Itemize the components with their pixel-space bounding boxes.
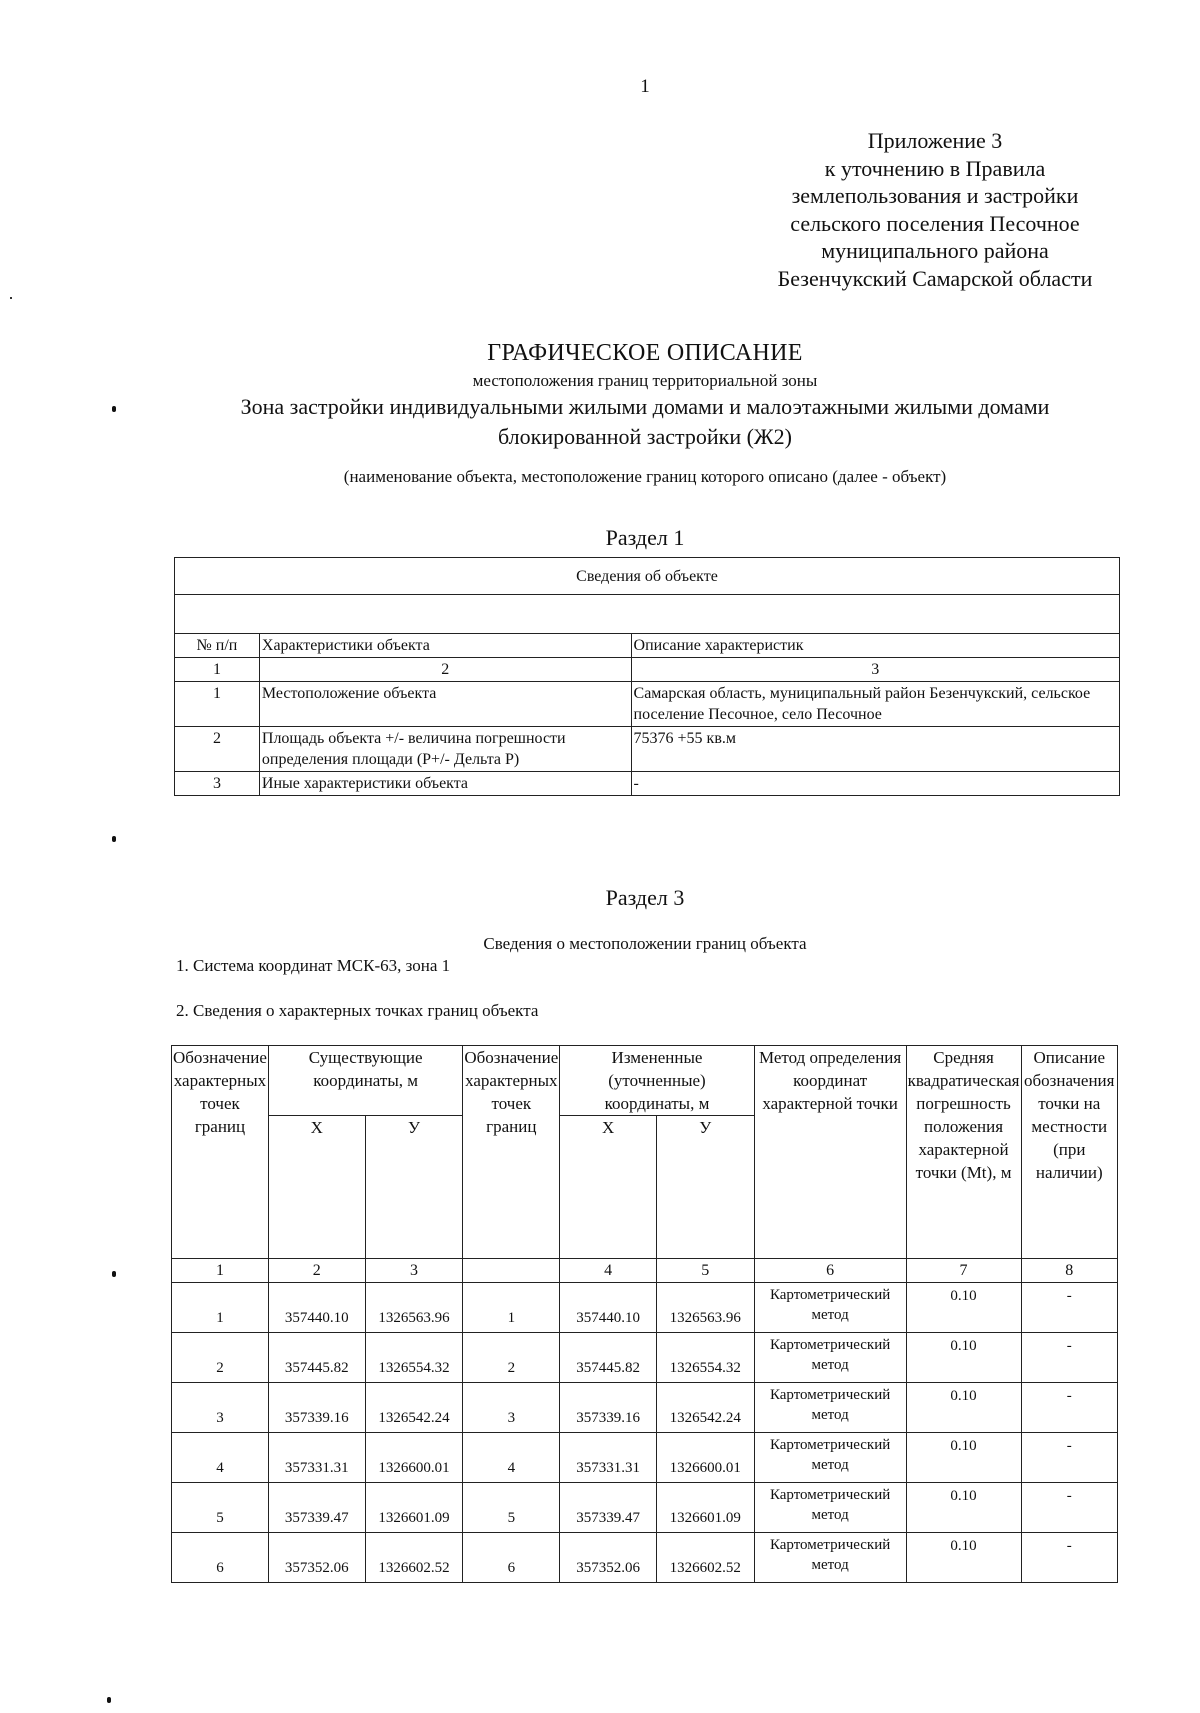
header-error: Средняя квадратическая погрешность положения характерной точки (Мt), м — [906, 1046, 1021, 1259]
document-title: ГРАФИЧЕСКОЕ ОПИСАНИЕ — [487, 340, 803, 366]
x-existing: 357352.06 — [268, 1533, 365, 1583]
point-description: - — [1021, 1483, 1117, 1533]
table-row — [175, 727, 1120, 772]
x-existing: 357331.31 — [268, 1433, 365, 1483]
table-row — [172, 1333, 1118, 1383]
y-existing: 1326554.32 — [365, 1333, 463, 1383]
method: Картометрический метод — [754, 1433, 906, 1483]
title-block — [160, 340, 1130, 487]
page-number: 1 — [640, 76, 650, 97]
appendix-note — [745, 127, 1125, 292]
x-changed: 357352.06 — [560, 1533, 657, 1583]
column-number: 2 — [259, 658, 631, 682]
error-value: 0.10 — [906, 1433, 1021, 1483]
points-title: 2. Сведения о характерных точках границ объекта — [176, 1001, 539, 1020]
characteristic-description: - — [631, 772, 1119, 796]
point-name: 2 — [463, 1333, 560, 1383]
point-description: - — [1021, 1383, 1117, 1433]
column-number: 1 — [175, 658, 260, 682]
point-name: 6 — [172, 1533, 269, 1583]
y-changed: 1326601.09 — [656, 1483, 754, 1533]
y-changed: 1326563.96 — [656, 1283, 754, 1333]
method: Картометрический метод — [754, 1333, 906, 1383]
section3-heading: Раздел 3 — [605, 885, 685, 910]
scan-dot — [107, 1697, 111, 1703]
point-description: - — [1021, 1283, 1117, 1333]
point-name: 1 — [463, 1283, 560, 1333]
column-header: Описание характеристик — [631, 634, 1119, 658]
scan-dot — [112, 836, 116, 842]
x-changed: 357440.10 — [560, 1283, 657, 1333]
document-subtitle: местоположения границ территориальной зоны — [472, 371, 818, 390]
column-number: 8 — [1021, 1259, 1117, 1283]
boundary-points-table — [171, 1045, 1118, 1583]
error-value: 0.10 — [906, 1383, 1021, 1433]
error-value: 0.10 — [906, 1533, 1021, 1583]
point-description: - — [1021, 1433, 1117, 1483]
method: Картометрический метод — [754, 1283, 906, 1333]
object-info-table — [174, 557, 1120, 796]
point-description: - — [1021, 1333, 1117, 1383]
point-name: 4 — [172, 1433, 269, 1483]
table-row — [172, 1383, 1118, 1433]
x-existing: 357339.47 — [268, 1483, 365, 1533]
error-value: 0.10 — [906, 1483, 1021, 1533]
header-method: Метод определения координат характерной точки — [754, 1046, 906, 1259]
column-number: 3 — [631, 658, 1119, 682]
table-row — [175, 682, 1120, 727]
blank-row — [175, 595, 1120, 634]
point-name: 5 — [172, 1483, 269, 1533]
point-name: 3 — [463, 1383, 560, 1433]
y-existing: 1326602.52 — [365, 1533, 463, 1583]
coordinate-system: 1. Система координат МСК-63, зона 1 — [176, 956, 451, 975]
column-number: 7 — [906, 1259, 1021, 1283]
header-changed-coords: Измененные (уточненные) координаты, м — [560, 1046, 754, 1116]
characteristic-description: Самарская область, муниципальный район Безенчукский, сельское поселение Песочное, село Песочное — [631, 682, 1119, 727]
y-existing: 1326542.24 — [365, 1383, 463, 1433]
column-number: 3 — [365, 1259, 463, 1283]
header-x: Х — [268, 1116, 365, 1259]
x-changed: 357339.47 — [560, 1483, 657, 1533]
y-changed: 1326602.52 — [656, 1533, 754, 1583]
x-changed: 357331.31 — [560, 1433, 657, 1483]
column-number: 2 — [268, 1259, 365, 1283]
appendix-line: Безенчукский Самарской области — [777, 265, 1093, 291]
column-number: 6 — [754, 1259, 906, 1283]
characteristic-description: 75376 +55 кв.м — [631, 727, 1119, 772]
header-x: Х — [560, 1116, 657, 1259]
characteristic-name: Иные характеристики объекта — [259, 772, 631, 796]
appendix-line: сельского поселения Песочное — [790, 210, 1080, 236]
y-changed: 1326554.32 — [656, 1333, 754, 1383]
characteristic-name: Местоположение объекта — [259, 682, 631, 727]
point-description: - — [1021, 1533, 1117, 1583]
method: Картометрический метод — [754, 1533, 906, 1583]
x-changed: 357339.16 — [560, 1383, 657, 1433]
characteristic-name: Площадь объекта +/- величина погрешности определения площади (P+/- Дельта P) — [259, 727, 631, 772]
point-name: 1 — [172, 1283, 269, 1333]
appendix-line: землепользования и застройки — [791, 183, 1079, 208]
x-existing: 357440.10 — [268, 1283, 365, 1333]
x-existing: 357445.82 — [268, 1333, 365, 1383]
column-header: № п/п — [175, 634, 260, 658]
y-existing: 1326601.09 — [365, 1483, 463, 1533]
error-value: 0.10 — [906, 1333, 1021, 1383]
y-existing: 1326600.01 — [365, 1433, 463, 1483]
column-number: 4 — [560, 1259, 657, 1283]
error-value: 0.10 — [906, 1283, 1021, 1333]
y-changed: 1326600.01 — [656, 1433, 754, 1483]
column-number: 1 — [172, 1259, 269, 1283]
x-existing: 357339.16 — [268, 1383, 365, 1433]
section1-heading: Раздел 1 — [605, 525, 685, 550]
column-number: 5 — [656, 1259, 754, 1283]
zone-name-line: Зона застройки индивидуальными жилыми домами и малоэтажными жилыми домами — [240, 394, 1050, 419]
scan-dot — [112, 1271, 116, 1277]
table-row — [172, 1533, 1118, 1583]
row-number: 2 — [175, 727, 260, 772]
table-row — [172, 1433, 1118, 1483]
y-existing: 1326563.96 — [365, 1283, 463, 1333]
table-row — [175, 772, 1120, 796]
scan-dot — [112, 406, 116, 412]
column-header: Характеристики объекта — [259, 634, 631, 658]
appendix-line: к уточнению в Правила — [824, 155, 1046, 181]
table-row — [172, 1283, 1118, 1333]
appendix-line: муниципального района — [821, 238, 1049, 263]
method: Картометрический метод — [754, 1483, 906, 1533]
header-point-name: Обозначение характерных точек границ — [463, 1046, 560, 1259]
row-number: 1 — [175, 682, 260, 727]
table-title: Сведения об объекте — [175, 558, 1120, 595]
header-y: У — [365, 1116, 463, 1259]
method: Картометрический метод — [754, 1383, 906, 1433]
point-name: 4 — [463, 1433, 560, 1483]
scan-speck — [10, 297, 12, 299]
point-name: 2 — [172, 1333, 269, 1383]
point-name: 6 — [463, 1533, 560, 1583]
header-description: Описание обозначения точки на местности (при наличии) — [1021, 1046, 1117, 1259]
boundaries-title: Сведения о местоположении границ объекта — [483, 934, 807, 953]
header-existing-coords: Существующие координаты, м — [268, 1046, 462, 1116]
column-number — [463, 1259, 560, 1283]
zone-name-line: блокированной застройки (Ж2) — [498, 424, 792, 449]
x-changed: 357445.82 — [560, 1333, 657, 1383]
table-row — [172, 1483, 1118, 1533]
header-y: У — [656, 1116, 754, 1259]
header-point-name: Обозначение характерных точек границ — [172, 1046, 269, 1259]
point-name: 5 — [463, 1483, 560, 1533]
column-numbers-row — [172, 1259, 1118, 1283]
y-changed: 1326542.24 — [656, 1383, 754, 1433]
object-note: (наименование объекта, местоположение границ которого описано (далее - объект) — [343, 467, 947, 486]
appendix-line: Приложение 3 — [867, 128, 1003, 153]
point-name: 3 — [172, 1383, 269, 1433]
row-number: 3 — [175, 772, 260, 796]
